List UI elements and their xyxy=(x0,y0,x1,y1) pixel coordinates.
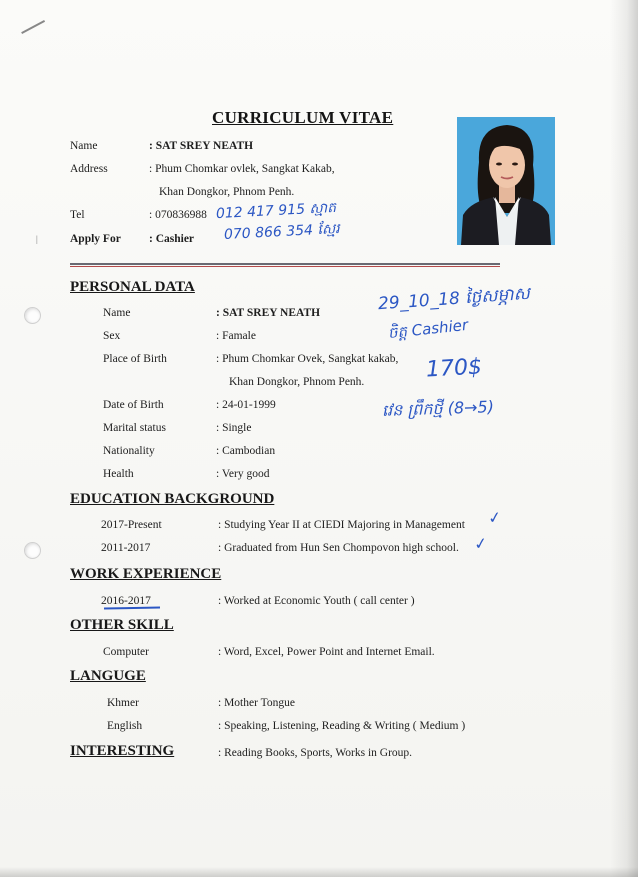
personal-nationality-label: Nationality xyxy=(103,445,155,457)
personal-health-value: : Very good xyxy=(216,468,270,480)
page-bottom-shadow xyxy=(0,867,638,877)
handwritten-interview-date: 29_10_18 ថ្ងៃសម្ភាស xyxy=(377,283,531,315)
education-period-1: 2017-Present xyxy=(101,519,162,531)
skill-label: Computer xyxy=(103,646,149,658)
profile-photo xyxy=(457,117,555,245)
section-language: LANGUGE xyxy=(70,668,146,684)
name-value: : SAT SREY NEATH xyxy=(149,140,254,152)
punch-hole-bottom xyxy=(24,542,41,559)
handwritten-salary: 170$ xyxy=(425,354,483,383)
personal-name-label: Name xyxy=(103,307,131,319)
tel-label: Tel xyxy=(70,209,85,221)
personal-marital-label: Marital status xyxy=(103,422,166,434)
work-detail: : Worked at Economic Youth ( call center ) xyxy=(218,595,415,607)
address-label: Address xyxy=(70,163,108,175)
section-work-experience: WORK EXPERIENCE xyxy=(70,566,222,582)
personal-sex-value: : Famale xyxy=(216,330,256,342)
education-detail-1: : Studying Year II at CIEDI Majoring in Management xyxy=(218,519,465,531)
personal-name-value: : SAT SREY NEATH xyxy=(216,307,321,319)
address-line-1: : Phum Chomkar ovlek, Sangkat Kakab, xyxy=(149,163,335,175)
personal-birthplace-label: Place of Birth xyxy=(103,353,167,365)
language-khmer-detail: : Mother Tongue xyxy=(218,697,295,709)
page-edge-shadow xyxy=(610,0,638,877)
education-detail-2: : Graduated from Hun Sen Chompovon high school. xyxy=(218,542,459,554)
education-period-2: 2011-2017 xyxy=(101,542,151,554)
header-divider-accent xyxy=(70,266,500,267)
language-english-label: English xyxy=(107,720,143,732)
portrait-image xyxy=(457,117,555,245)
margin-mark: | xyxy=(36,234,38,244)
skill-detail: : Word, Excel, Power Point and Internet Email. xyxy=(218,646,435,658)
handwritten-position: ចិត្ត Cashier xyxy=(387,315,469,343)
interesting-detail: : Reading Books, Sports, Works in Group. xyxy=(218,747,413,759)
personal-birthplace-line-2: Khan Dongkor, Phnom Penh. xyxy=(229,376,365,388)
document-title: CURRICULUM VITAE xyxy=(212,108,394,127)
punch-hole-top xyxy=(24,307,41,324)
section-interesting: INTERESTING xyxy=(70,743,175,759)
personal-marital-value: : Single xyxy=(216,422,252,434)
personal-birthplace-value: : Phum Chomkar Ovek, Sangkat kakab, xyxy=(216,353,399,365)
checkmark-icon: ✓ xyxy=(472,533,489,554)
handwritten-phone-1: 012 417 915 ស្មាត xyxy=(215,199,337,223)
section-personal-data: PERSONAL DATA xyxy=(70,279,195,295)
address-line-2: Khan Dongkor, Phnom Penh. xyxy=(159,186,295,198)
work-period: 2016-2017 xyxy=(101,595,151,607)
language-khmer-label: Khmer xyxy=(107,697,139,709)
section-other-skill: OTHER SKILL xyxy=(70,617,174,633)
apply-for-value: : Cashier xyxy=(149,233,195,245)
apply-for-label: Apply For xyxy=(70,233,121,245)
language-english-detail: : Speaking, Listening, Reading & Writing ( Medium ) xyxy=(218,720,466,732)
header-divider xyxy=(70,263,500,265)
personal-nationality-value: : Cambodian xyxy=(216,445,276,457)
handwritten-phone-2: 070 866 354 ស្មែរ xyxy=(223,220,341,244)
personal-dob-label: Date of Birth xyxy=(103,399,164,411)
tel-value: : 070836988 xyxy=(149,209,207,221)
name-label: Name xyxy=(70,140,98,152)
handwritten-shift: វេន ព្រឹកថ្មី (8→5) xyxy=(381,397,495,420)
personal-dob-value: : 24-01-1999 xyxy=(216,399,276,411)
checkmark-icon: ✓ xyxy=(486,507,503,528)
personal-sex-label: Sex xyxy=(103,330,121,342)
section-education: EDUCATION BACKGROUND xyxy=(70,491,275,507)
personal-health-label: Health xyxy=(103,468,134,480)
